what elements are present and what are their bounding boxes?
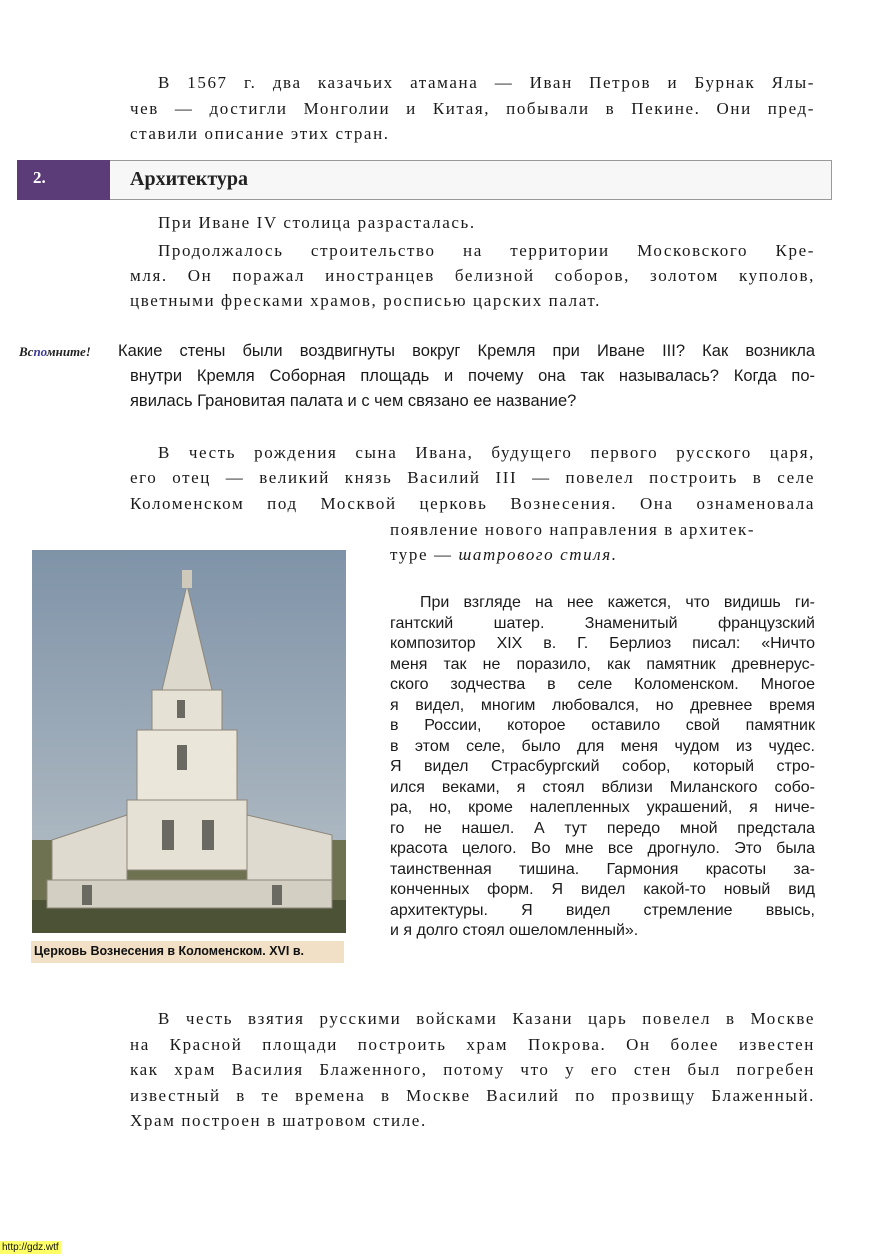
church-photo xyxy=(32,550,346,933)
section-number: 2. xyxy=(17,160,110,200)
quote-line: таинственная тишина. Гармония красоты за- xyxy=(390,860,815,878)
remember-label xyxy=(19,344,91,360)
quote-line: Я видел Страсбургский собор, который стро- xyxy=(390,758,815,775)
pokrov-line: как храм Василия Блаженного, потому что у его стен был погребен xyxy=(130,1060,815,1080)
quote-line: ра, но, кроме налепленных украшений, я ниче- xyxy=(390,799,815,816)
quote-line: При взгляде на нее кажется, что видишь ги- xyxy=(420,594,815,611)
quote-line: го не нашел. А тут передо мной предстала xyxy=(390,819,815,837)
remember-label-highlight: по xyxy=(33,344,47,359)
pokrov-line: на Красной площади построить храм Покрова. Он более известен xyxy=(130,1034,815,1054)
tent-style-term: шатрового стиля. xyxy=(458,545,618,564)
tent-style-prefix: туре — xyxy=(390,545,453,564)
kolomenskoe-line: В честь рождения сына Ивана, будущего первого русского царя, xyxy=(158,443,815,462)
remember-question-line: явилась Грановитая палата и с чем связано ее название? xyxy=(130,392,577,410)
pokrov-line: известный в те времена в Москве Василий по прозвищу Блаженный. xyxy=(130,1085,815,1105)
kolomenskoe-line: его отец — великий князь Василий III — повелел построить в селе xyxy=(130,468,815,487)
kolomenskoe-line: появление нового направления в архитек- xyxy=(390,520,756,539)
quote-line: ился веками, я стоял вблизи Миланского собо- xyxy=(390,778,815,796)
kolomenskoe-line: Коломенском под Москвой церковь Вознесения. Она ознаменовала xyxy=(130,494,815,513)
photo-caption: Церковь Вознесения в Коломенском. XVI в. xyxy=(31,941,344,963)
quote-line: красота целого. Во мне все дрогнуло. Это была xyxy=(390,840,815,857)
remember-question-line: Какие стены были воздвигнуты вокруг Кремля при Иване III? Как возникла xyxy=(118,342,815,360)
footer-link[interactable]: http://gdz.wtf xyxy=(2,1242,59,1253)
quote-line: в этом селе, было для меня чудом из чудес. xyxy=(390,737,815,755)
kremlin-line: мля. Он поражал иностранцев белизной соборов, золотом куполов, xyxy=(130,266,815,285)
quote-line: архитектуры. Я видел стремление ввысь, xyxy=(390,901,815,919)
quote-line: композитор XIX в. Г. Берлиоз писал: «Ничто xyxy=(390,635,815,652)
quote-line: и я долго стоял ошеломленный». xyxy=(390,922,639,939)
intro-line: чев — достигли Монголии и Китая, побывали в Пекине. Они пред- xyxy=(130,99,815,118)
remember-label-part: мните! xyxy=(46,344,91,359)
capital-line: При Иване IV столица разрасталась. xyxy=(158,213,476,232)
remember-question-line: внутри Кремля Соборная площадь и почему она так называлась? Когда по- xyxy=(130,367,815,385)
remember-label-part: Вс xyxy=(19,344,34,359)
pokrov-line: Храм построен в шатровом стиле. xyxy=(130,1111,427,1131)
intro-line: ставили описание этих стран. xyxy=(130,124,390,143)
quote-line: гантский шатер. Знаменитый французский xyxy=(390,614,815,632)
kremlin-line: цветными фресками храмов, росписью царских палат. xyxy=(130,291,602,310)
tent-style-line xyxy=(390,545,618,565)
quote-line: меня так не поразило, как памятник древнерус- xyxy=(390,655,815,673)
quote-line: конченных форм. Я видел какой-то новый вид xyxy=(390,881,815,898)
quote-line: я видел, многим любовался, но древнее время xyxy=(390,696,815,714)
intro-line: В 1567 г. два казачьих атамана — Иван Петров и Бурнак Ялы- xyxy=(158,73,815,92)
quote-line: ского зодчества в селе Коломенском. Многое xyxy=(390,676,815,693)
kremlin-line: Продолжалось строительство на территории Московского Кре- xyxy=(158,241,815,260)
quote-line: в России, которое оставило свой памятник xyxy=(390,717,815,734)
section-title: Архитектура xyxy=(130,168,248,190)
pokrov-line: В честь взятия русскими войсками Казани царь повелел в Москве xyxy=(158,1009,815,1028)
